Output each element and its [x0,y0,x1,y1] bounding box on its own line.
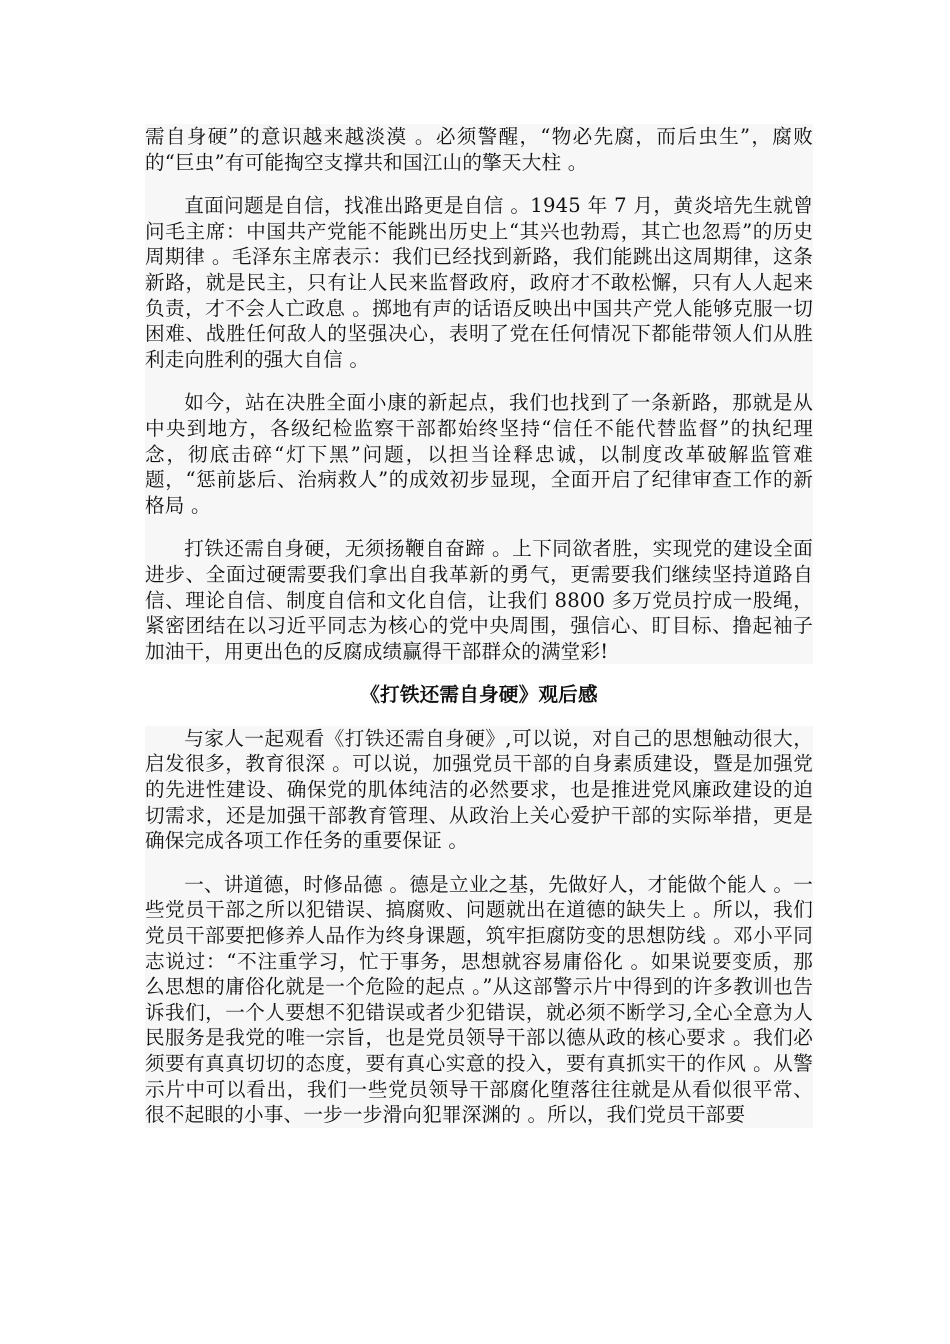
paragraph-new-road: 如今，站在决胜全面小康的新起点，我们也找到了一条新路，那就是从中央到地方，各级纪检监察干部都始终坚持“信任不能代替监督”的执纪理念，彻底击碎“灯下黑”问题，以担当诠释忠诚，以制度改革破解监管难题，“惩前毖后、治病救人”的成效初步显现，全面开启了纪律审查工作的新格局 。 [145,391,813,517]
paragraph-gap [145,854,813,872]
paragraph-gap [145,518,813,536]
paragraph-continued: 需自身硬”的意识越来越淡漠 。必须警醒，“物必先腐，而后虫生”，腐败的“巨虫”有可能掏空支撑共和国江山的擎天大柱 。 [145,125,813,174]
paragraph-gap [145,175,813,193]
section-gap [145,664,813,682]
paragraph-intro: 与家人一起观看《打铁还需自身硬》,可以说，对自己的思想触动很大，启发很多，教育很深 。可以说，加强党员干部的自身素质建设，暨是加强党的先进性建设、确保党的肌体纯洁的必然要求，也是推进党风廉政建设的迫切需求，还是加强干部教育管理、从政治上关心爱护干部的实际举措，更是确保完成各项工作任务的重要保证 。 [145,726,813,853]
paragraph-self-confidence: 直面问题是自信，找准出路更是自信 。1945 年 7 月，黄炎培先生就曾问毛主席：中国共产党能不能跳出历史上“其兴也勃焉，其亡也忽焉”的历史周期律 。毛泽东主席表示：我们已经找到新路，我们能跳出这周期律，这条新路，就是民主，只有让人民来监督政府，政府才不敢松懈，只有人人起来负责，才不会人亡政息 。掷地有声的话语反映出中国共产党人能够克服一切困难、战胜任何敌人的坚强决心，表明了党在任何情况下都能带领人们从胜利走向胜利的强大自信 。 [145,194,813,371]
section-heading: 《打铁还需自身硬》观后感 [145,682,813,708]
paragraph-morality: 一、讲道德，时修品德 。德是立业之基，先做好人，才能做个能人 。一些党员干部之所以犯错误、搞腐败、问题就出在道德的缺失上 。所以，我们党员干部要把修养人品作为终身课题，筑牢拒腐防变的思想防线 。邓小平同志说过：“不注重学习，忙于事务，思想就容易庸俗化 。如果说要变质，那么思想的庸俗化就是一个危险的起点 。”从这部警示片中得到的许多教训也告诉我们，一个人要想不犯错误或者少犯错误，就必须不断学习,全心全意为人民服务是我党的唯一宗旨，也是党员领导干部以德从政的核心要求 。我们必须要有真真切切的态度，要有真心实意的投入，要有真抓实干的作风 。从警示片中可以看出，我们一些党员领导干部腐化堕落往往就是从看似很平常、很不起眼的小事、一步一步滑向犯罪深渊的 。所以，我们党员干部要 [145,872,813,1127]
paragraph-gap [145,372,813,390]
document-body [145,124,813,1128]
section-gap [145,708,813,726]
paragraph-conclusion: 打铁还需自身硬，无须扬鞭自奋蹄 。上下同欲者胜，实现党的建设全面进步、全面过硬需要我们拿出自我革新的勇气，更需要我们继续坚持道路自信、理论自信、制度自信和文化自信，让我们 8800 多万党员拧成一股绳，紧密团结在以习近平同志为核心的党中央周围，强信心、盯目标、撸起袖子加油干，用更出色的反腐成绩赢得干部群众的满堂彩! [145,537,813,663]
